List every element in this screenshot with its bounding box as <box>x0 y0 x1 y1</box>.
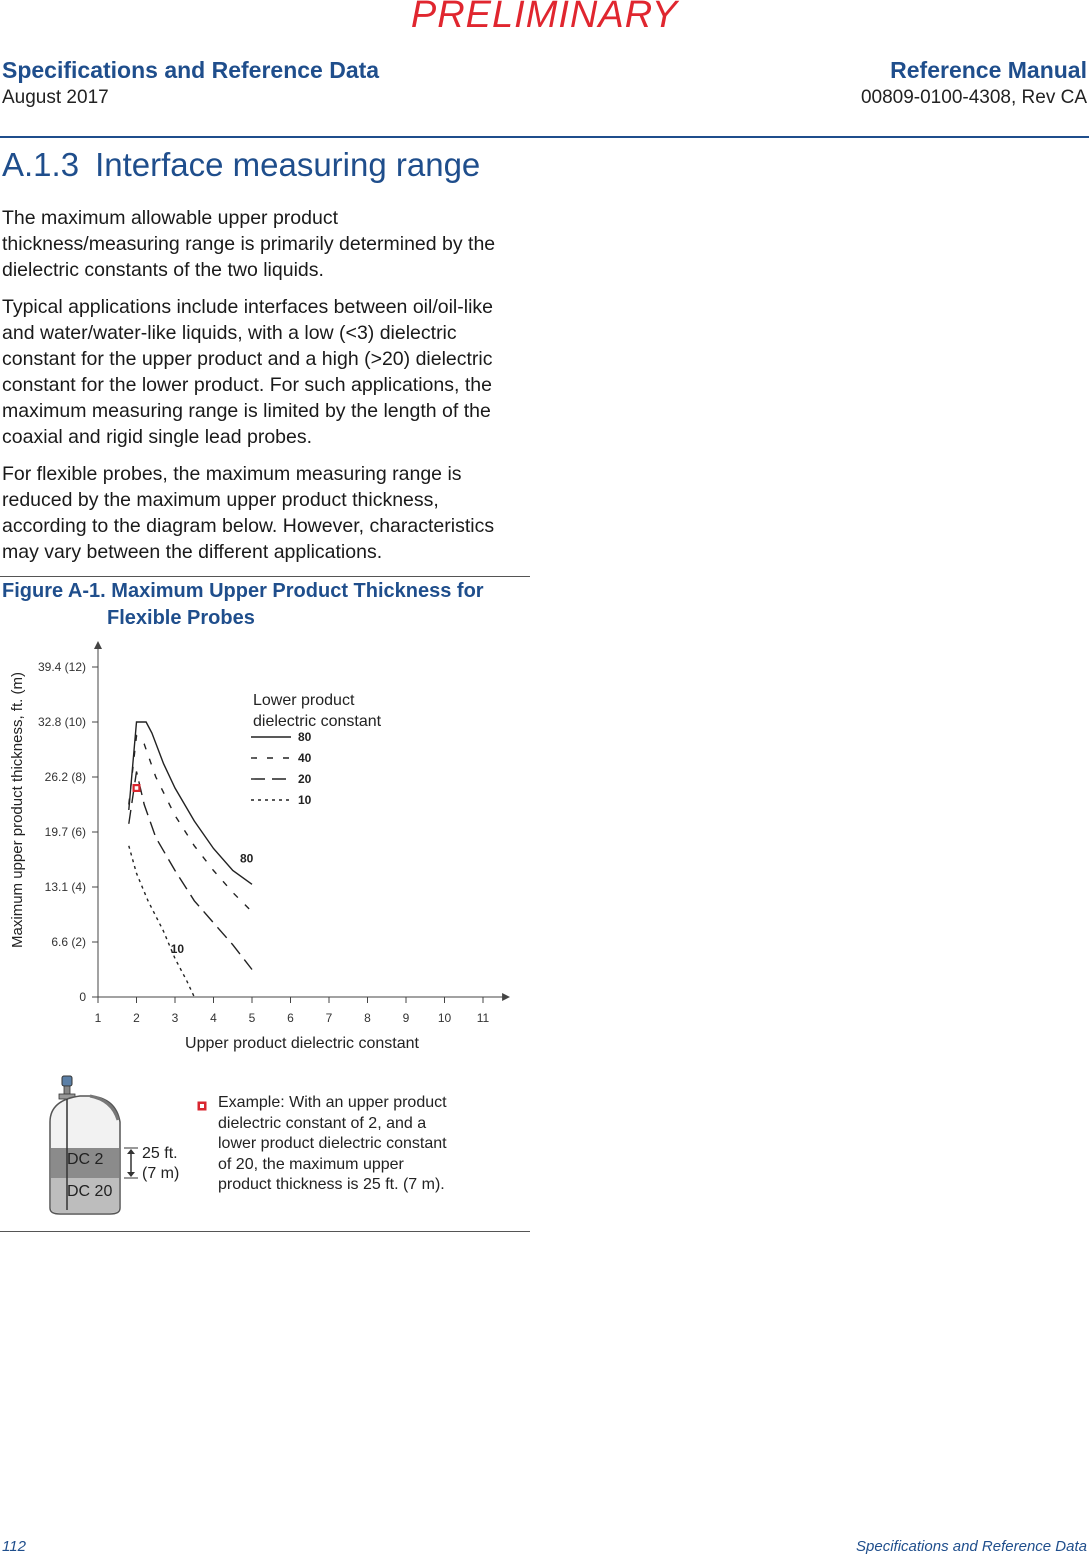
tank-illustration <box>40 1072 220 1222</box>
paragraph: The maximum allowable upper product thickness/measuring range is primarily determined by the dielectric constants of the two liquids. <box>2 207 496 281</box>
x-tick-label: 4 <box>210 1011 217 1025</box>
legend-title-line2: dielectric constant <box>253 713 382 730</box>
legend-label-20: 20 <box>298 772 312 786</box>
figure-label: Figure A-1. <box>2 580 106 602</box>
section-heading <box>2 146 480 184</box>
figure-caption <box>2 578 522 632</box>
example-line: of 20, the maximum upper <box>218 1155 404 1173</box>
figure-top-rule <box>0 576 530 577</box>
y-tick-label: 39.4 (12) <box>37 660 86 674</box>
x-tick-label: 3 <box>171 1011 179 1025</box>
header-section-title: Specifications and Reference Data <box>2 57 380 83</box>
x-tick-label: 5 <box>248 1011 256 1025</box>
y-tick-label: 6.6 (2) <box>51 935 86 949</box>
x-tick-label: 11 <box>476 1011 490 1025</box>
page-number: 112 <box>2 1538 26 1555</box>
height-label-ft: 25 ft. <box>142 1145 178 1162</box>
y-axis-label: Maximum upper product thickness, ft. (m) <box>9 672 26 948</box>
upper-dc-label: DC 2 <box>67 1151 104 1168</box>
x-tick-label: 7 <box>325 1011 333 1025</box>
preliminary-watermark: PRELIMINARY <box>410 0 679 36</box>
transmitter-head-icon <box>59 1076 75 1099</box>
series-line-10 <box>129 846 195 997</box>
example-marker-icon <box>197 1098 207 1116</box>
legend-label-80: 80 <box>298 730 312 744</box>
y-tick-label: 13.1 (4) <box>44 880 86 894</box>
example-line: product thickness is 25 ft. (7 m). <box>218 1176 445 1193</box>
y-tick-label: 26.2 (8) <box>44 770 86 784</box>
footer-section: Specifications and Reference Data <box>856 1538 1087 1555</box>
x-tick-label: 1 <box>94 1011 102 1025</box>
thickness-chart <box>0 640 530 1060</box>
series-inline-label: 10 <box>170 942 185 956</box>
x-tick-label: 9 <box>402 1011 410 1025</box>
section-title: Interface measuring range <box>95 146 481 183</box>
example-line: dielectric constant of 2, and a <box>218 1114 427 1132</box>
example-note <box>218 1093 447 1196</box>
header-manual-title: Reference Manual <box>890 57 1087 83</box>
height-label-m: (7 m) <box>142 1165 180 1182</box>
y-tick-label: 0 <box>79 990 86 1004</box>
series-inline-label: 80 <box>240 851 254 866</box>
x-tick-label: 6 <box>287 1011 294 1025</box>
paragraph: Typical applications include interfaces between oil/oil-like and water/water-like liquids, with a low (<3) dielectric constant for the upper product and a high (>20) dielectric constant for the lower product. For such applications, the maximum measuring range is limited by the length of the coaxial and rigid single lead probes. <box>2 296 494 448</box>
x-axis-label: Upper product dielectric constant <box>185 1035 419 1052</box>
paragraph: For flexible probes, the maximum measuring range is reduced by the maximum upper product thickness, according to the diagram below. However, characteristics may vary between the different applications. <box>2 463 495 563</box>
x-tick-label: 8 <box>364 1011 371 1025</box>
header-rule <box>0 136 1089 138</box>
example-point-marker <box>133 784 141 792</box>
lower-dc-label: DC 20 <box>67 1183 113 1200</box>
legend-label-10: 10 <box>298 793 312 807</box>
y-tick-label: 32.8 (10) <box>37 715 86 729</box>
section-number: A.1.3 <box>2 146 80 183</box>
x-tick-label: 2 <box>133 1011 140 1025</box>
figure-title-line1: Maximum Upper Product Thickness for <box>111 580 484 602</box>
header-date: August 2017 <box>2 87 109 108</box>
header-document-number: 00809-0100-4308, Rev CA <box>860 87 1087 108</box>
series-line-40 <box>129 736 252 912</box>
legend-label-40: 40 <box>298 751 312 765</box>
legend-title-line1: Lower product <box>253 692 355 709</box>
example-point-center <box>135 786 139 790</box>
series-line-80 <box>129 722 252 884</box>
example-line: Example: With an upper product <box>218 1094 447 1111</box>
x-tick-label: 10 <box>437 1011 452 1025</box>
body-text <box>2 205 514 565</box>
y-tick-label: 19.7 (6) <box>44 825 86 839</box>
example-line: lower product dielectric constant <box>218 1135 447 1152</box>
figure-title-line2: Flexible Probes <box>107 607 255 629</box>
figure-bottom-rule <box>0 1231 530 1232</box>
